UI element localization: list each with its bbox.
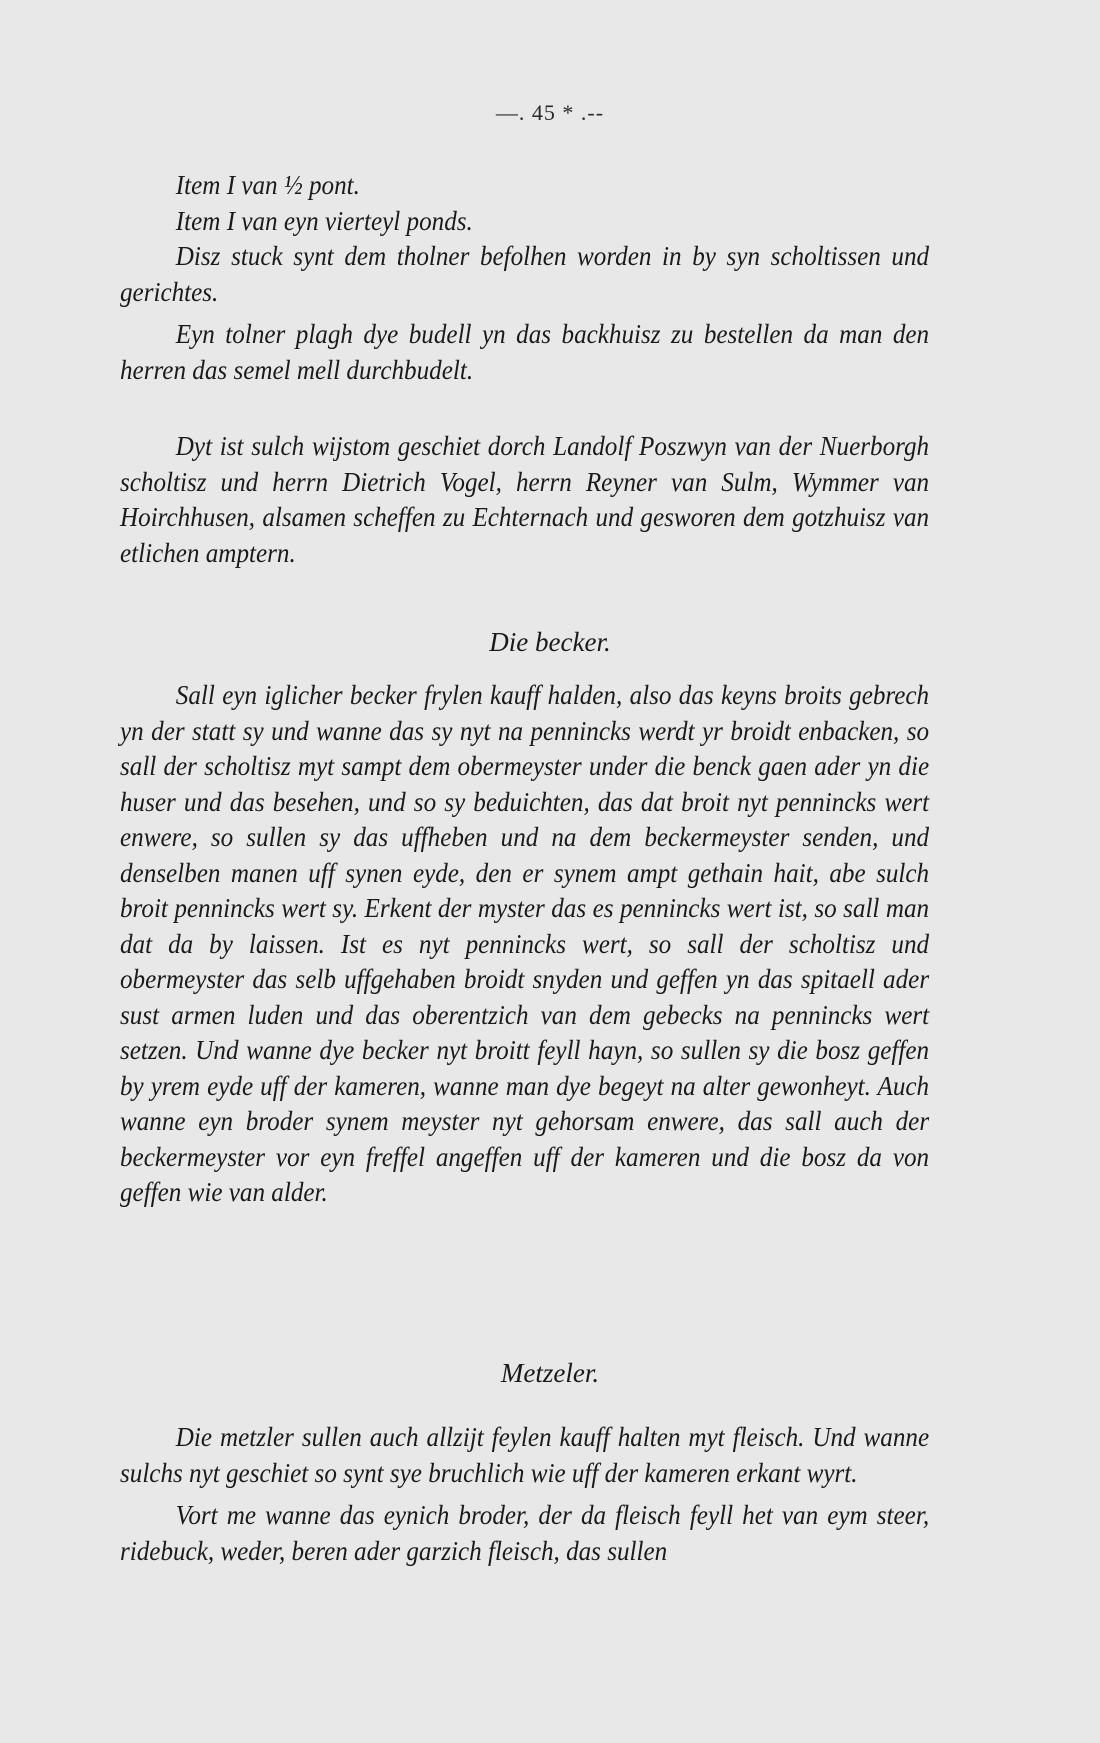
section-heading-metzeler: Metzeler. bbox=[500, 1358, 600, 1388]
metzeler-block bbox=[120, 1420, 929, 1569]
body-paragraph: Vort me wanne das eynich broder, der da fleisch feyll het van eym steer, ridebuck, weder, beren ader garzich fleisch, das sullen bbox=[120, 1500, 930, 1566]
intro-line: Item I van eyn vierteyl ponds. bbox=[175, 205, 473, 236]
becker-block bbox=[120, 678, 929, 1211]
witness-paragraph: Dyt ist sulch wijstom geschiet dorch Landolf Poszwyn van der Nuerborgh scholtisz und herrn Dietrich Vogel, herrn Reyner van Sulm, Wymmer van Hoirchhusen, alsamen scheffen zu Echternach und gesworen dem gotzhuisz van etlichen amptern. bbox=[120, 431, 930, 568]
body-paragraph: Sall eyn iglicher becker frylen kauff halden, also das keyns broits gebrech yn der statt sy und wanne das sy nyt na pennincks werdt yr broidt enbacken, so sall der scholtisz myt sampt dem obermeyster under die benck gaen ader yn die huser und das besehen, und so sy beduichten, das dat broit nyt pennincks wert enwere, so sullen sy das uffheben und na dem beckermeyster senden, und denselben manen uff synen eyde, den er synem ampt gethain hait, abe sulch broit pennincks wert sy. Erkent der myster das es pennincks wert ist, so sall man dat da by laissen. Ist es nyt pennincks wert, so sall der scholtisz und obermeyster das selb uffgehaben broidt snyden und geffen yn das spitaell ader sust armen luden und das oberentzich van dem gebecks na pennincks wert setzen. Und wanne dye becker nyt broitt feyll hayn, so sullen sy die bosz geffen by yrem eyde uff der kameren, wanne man dye begeyt na alter gewonheyt. Auch wanne eyn broder synem meyster nyt gehorsam enwere, das sall auch der beckermeyster vor eyn freffel angeffen uff der kameren und die bosz da von geffen wie van alder. bbox=[120, 680, 930, 1207]
section-heading-becker: Die becker. bbox=[489, 627, 611, 657]
intro-block bbox=[120, 168, 929, 388]
intro-line: Eyn tolner plagh dye budell yn das backhuisz zu bestellen da man den herren das semel mell durchbudelt. bbox=[120, 319, 930, 385]
intro-line: Item I van ½ pont. bbox=[175, 170, 360, 200]
page-number: —. 45 * .-- bbox=[495, 100, 605, 125]
intro-line: Disz stuck synt dem tholner befolhen worden in by syn scholtissen und gerichtes. bbox=[120, 241, 930, 307]
body-paragraph: Die metzler sullen auch allzijt feylen kauff halten myt fleisch. Und wanne sulchs nyt geschiet so synt sye bruchlich wie uff der kameren erkant wyrt. bbox=[120, 1422, 930, 1488]
witness-block bbox=[120, 429, 929, 571]
